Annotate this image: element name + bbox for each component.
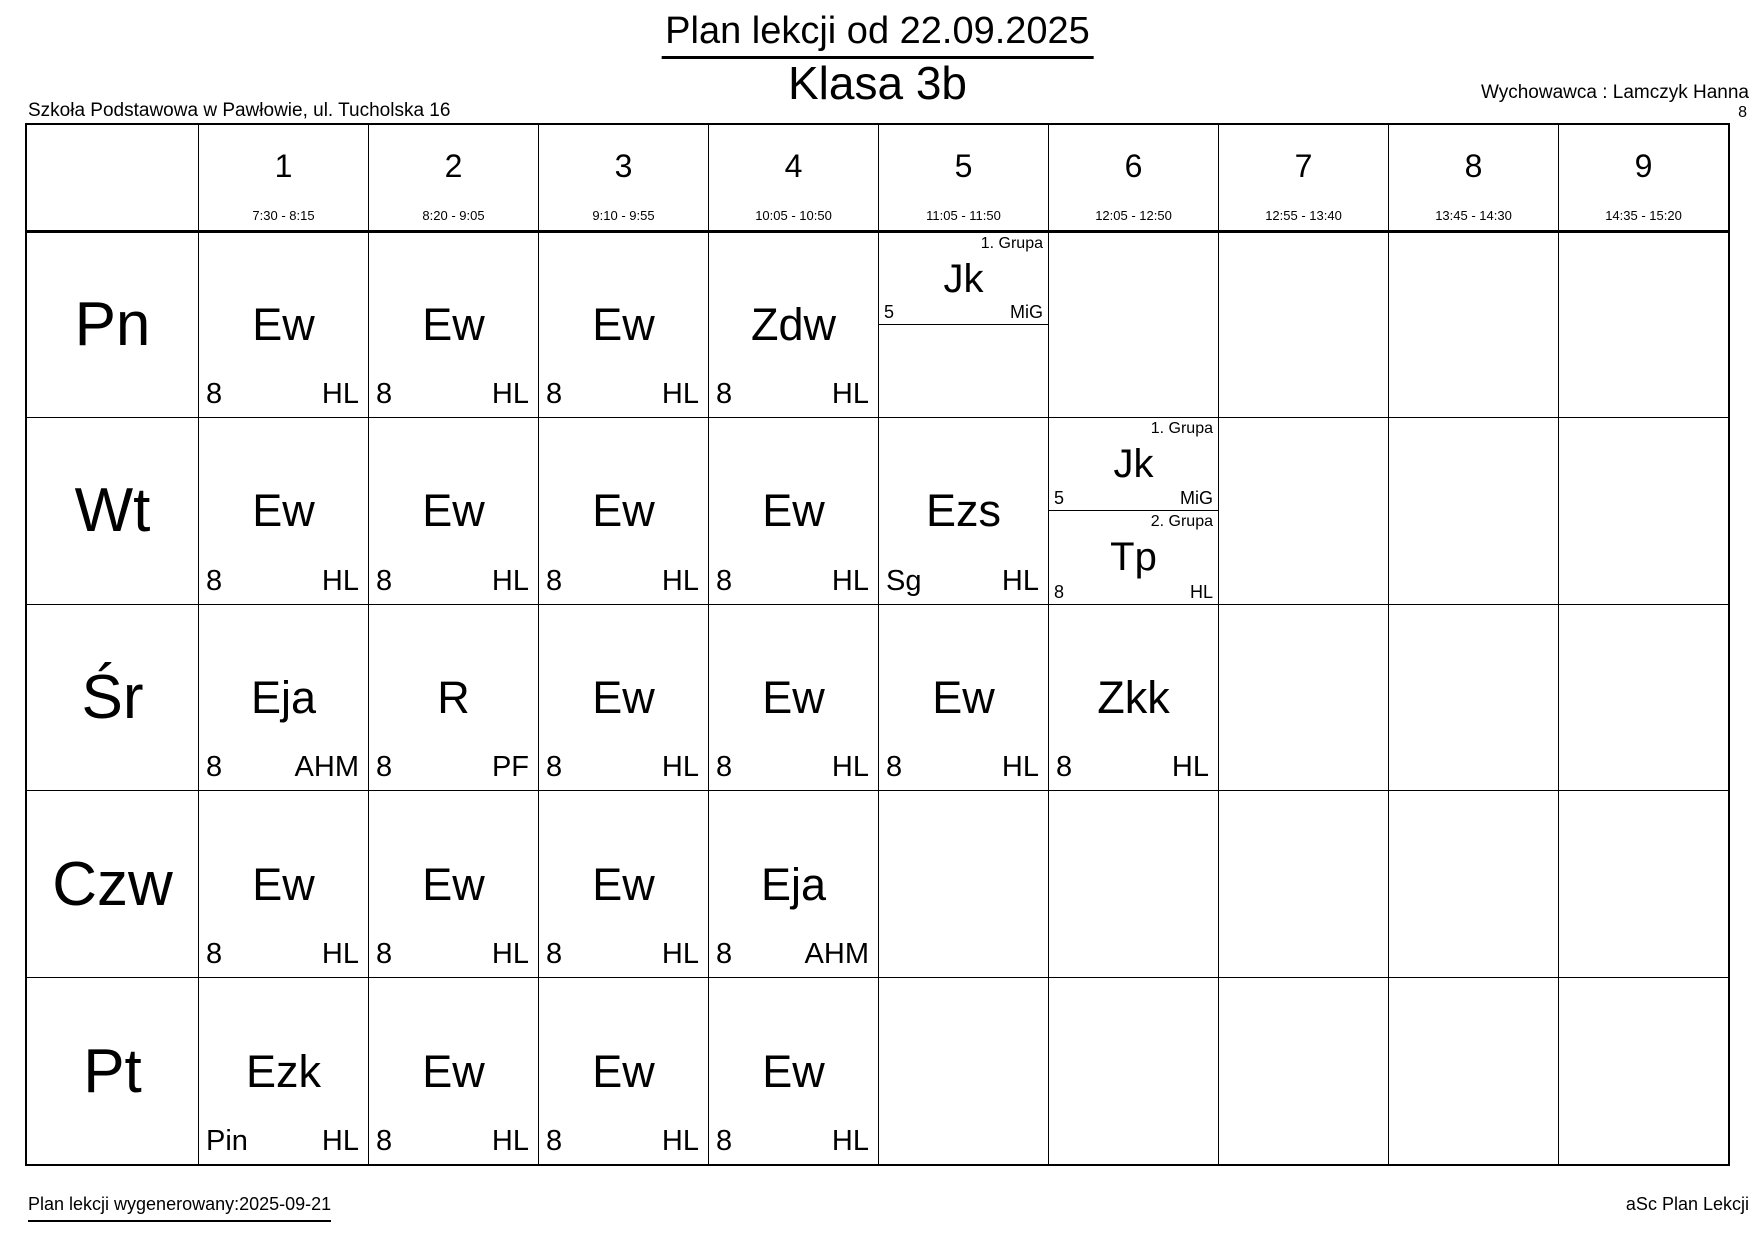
lesson-cell (708, 230, 878, 417)
period-number: 9 (1634, 148, 1653, 184)
lesson-teacher: HL (321, 1125, 359, 1157)
lesson-cell (878, 230, 1048, 417)
lesson-teacher: HL (1171, 751, 1209, 784)
lesson-cell (1558, 417, 1728, 604)
day-label-text: Czw (52, 849, 173, 919)
period-header (538, 125, 708, 230)
school-name: Szkoła Podstawowa w Pawłowie, ul. Tucholska 16 (28, 100, 451, 121)
group-subcell (879, 233, 1048, 325)
lesson-teacher: HL (831, 377, 869, 410)
lesson-subject: R (437, 671, 470, 723)
lesson-room: 8 (546, 1125, 563, 1157)
lesson-teacher: HL (1189, 581, 1213, 602)
lesson-subject: Ew (592, 299, 655, 351)
lesson-room: 8 (206, 938, 223, 971)
lesson-teacher: HL (661, 564, 699, 597)
lesson-cell (368, 790, 538, 977)
lesson-subject: Ew (592, 1045, 655, 1097)
lesson-cell (1218, 604, 1388, 791)
lesson-teacher: HL (1001, 751, 1039, 784)
lesson-cell (1048, 604, 1218, 791)
lesson-room: 8 (206, 377, 223, 410)
lesson-room: 8 (716, 564, 733, 597)
lesson-subject: Ew (252, 299, 315, 351)
period-header (708, 125, 878, 230)
lesson-room: 8 (886, 751, 903, 784)
lesson-subject: Jk (943, 256, 984, 301)
lesson-cell (708, 417, 878, 604)
group-label: 1. Grupa (1150, 419, 1213, 437)
lesson-cell (708, 604, 878, 791)
lesson-room: 5 (1054, 488, 1065, 509)
lesson-subject: Ew (252, 858, 315, 910)
lesson-cell (1558, 977, 1728, 1164)
lesson-subject: Ew (592, 485, 655, 537)
period-time: 11:05 - 11:50 (926, 208, 1001, 223)
day-label-text: Wt (74, 476, 151, 546)
lesson-subject: Ezk (245, 1045, 321, 1097)
period-time: 9:10 - 9:55 (592, 208, 655, 223)
period-number: 5 (954, 148, 973, 184)
corner-cell (27, 125, 198, 230)
day-label-pt (27, 977, 198, 1164)
lesson-teacher: HL (491, 1125, 529, 1157)
lesson-subject: Ew (932, 671, 995, 723)
lesson-teacher: HL (1001, 564, 1039, 597)
lesson-cell (1558, 230, 1728, 417)
day-label-czw (27, 790, 198, 977)
day-label-pn (27, 230, 198, 417)
homeroom-teacher-label: Wychowawca : Lamczyk Hanna (1480, 82, 1749, 103)
lesson-teacher: MiG (1180, 488, 1213, 509)
group-label: 2. Grupa (1150, 513, 1213, 531)
lesson-subject: Ezs (925, 485, 1001, 537)
period-time: 8:20 - 9:05 (422, 208, 485, 223)
lesson-teacher: HL (831, 564, 869, 597)
lesson-teacher: MiG (1010, 302, 1043, 323)
lesson-room: 8 (376, 938, 393, 971)
period-number: 8 (1464, 148, 1483, 184)
period-number: 3 (614, 148, 633, 184)
period-time: 14:35 - 15:20 (1605, 208, 1682, 223)
period-number: 7 (1294, 148, 1313, 184)
period-time: 10:05 - 10:50 (755, 208, 832, 223)
lesson-teacher: PF (491, 751, 529, 784)
lesson-cell (368, 230, 538, 417)
lesson-cell (1388, 977, 1558, 1164)
group-subcell (879, 325, 1048, 416)
lesson-subject: Ew (422, 485, 485, 537)
day-label-text: Śr (81, 662, 144, 732)
lesson-cell (198, 977, 368, 1164)
period-time: 13:45 - 14:30 (1435, 208, 1512, 223)
lesson-cell (368, 604, 538, 791)
lesson-teacher: HL (661, 751, 699, 784)
lesson-subject: Ew (592, 858, 655, 910)
lesson-cell (538, 604, 708, 791)
lesson-subject: Tp (1110, 535, 1157, 580)
lesson-subject: Zdw (750, 299, 836, 351)
lesson-subject: Ew (252, 485, 315, 537)
lesson-cell (708, 790, 878, 977)
period-number: 6 (1124, 148, 1143, 184)
generated-date: Plan lekcji wygenerowany:2025-09-21 (28, 1194, 331, 1222)
period-time: 7:30 - 8:15 (252, 208, 315, 223)
lesson-room: 8 (1056, 751, 1073, 784)
lesson-room: 8 (716, 1125, 733, 1157)
lesson-cell (538, 977, 708, 1164)
lesson-room: 8 (1054, 581, 1065, 602)
class-name: Klasa 3b (787, 57, 968, 109)
lesson-subject: Ew (592, 671, 655, 723)
lesson-cell (198, 790, 368, 977)
day-label-text: Pn (74, 290, 151, 360)
lesson-teacher: AHM (294, 751, 359, 784)
class-room-number: 8 (1738, 104, 1747, 121)
lesson-teacher: HL (321, 377, 359, 410)
day-label-text: Pt (83, 1036, 142, 1106)
period-header (198, 125, 368, 230)
lesson-room: 8 (206, 751, 223, 784)
lesson-cell (1388, 604, 1558, 791)
period-header (1048, 125, 1218, 230)
lesson-room: 8 (376, 751, 393, 784)
lesson-cell (368, 977, 538, 1164)
lesson-cell (198, 230, 368, 417)
lesson-cell (1048, 977, 1218, 1164)
period-time: 12:05 - 12:50 (1095, 208, 1172, 223)
lesson-room: 8 (716, 377, 733, 410)
lesson-teacher: AHM (804, 938, 869, 971)
lesson-subject: Eja (250, 671, 317, 723)
day-label-śr (27, 604, 198, 791)
lesson-teacher: HL (491, 938, 529, 971)
lesson-cell (538, 790, 708, 977)
lesson-room: 8 (546, 938, 563, 971)
lesson-room: 8 (376, 377, 393, 410)
lesson-cell (1048, 417, 1218, 604)
lesson-subject: Ew (422, 299, 485, 351)
lesson-teacher: HL (661, 938, 699, 971)
lesson-cell (1048, 790, 1218, 977)
period-number: 2 (444, 148, 463, 184)
lesson-subject: Eja (760, 858, 827, 910)
lesson-teacher: HL (661, 1125, 699, 1157)
lesson-room: 5 (884, 302, 895, 323)
lesson-subject: Jk (1113, 441, 1154, 486)
lesson-subject: Ew (422, 858, 485, 910)
lesson-subject: Zkk (1097, 671, 1170, 723)
group-subcell (1049, 418, 1218, 511)
lesson-cell (198, 604, 368, 791)
lesson-cell (198, 417, 368, 604)
lesson-cell (708, 977, 878, 1164)
lesson-cell (1218, 977, 1388, 1164)
page-title: Plan lekcji od 22.09.2025 (661, 10, 1094, 59)
lesson-cell (878, 604, 1048, 791)
day-label-wt (27, 417, 198, 604)
lesson-subject: Ew (422, 1045, 485, 1097)
lesson-teacher: HL (661, 377, 699, 410)
lesson-room: Pin (206, 1125, 248, 1157)
lesson-teacher: HL (491, 377, 529, 410)
lesson-cell (878, 417, 1048, 604)
period-number: 4 (784, 148, 803, 184)
lesson-subject: Ew (762, 1045, 825, 1097)
group-subcell (1049, 511, 1218, 603)
period-header (368, 125, 538, 230)
period-header (1218, 125, 1388, 230)
lesson-teacher: HL (831, 1125, 869, 1157)
app-name: aSc Plan Lekcji (1625, 1194, 1749, 1214)
period-number: 1 (274, 148, 293, 184)
lesson-cell (538, 230, 708, 417)
lesson-cell (1218, 790, 1388, 977)
lesson-room: 8 (376, 564, 393, 597)
lesson-room: 8 (376, 1125, 393, 1157)
lesson-teacher: HL (491, 564, 529, 597)
lesson-room: 8 (716, 938, 733, 971)
group-label: 1. Grupa (980, 235, 1043, 252)
lesson-room: 8 (546, 377, 563, 410)
lesson-cell (878, 790, 1048, 977)
lesson-subject: Ew (762, 485, 825, 537)
lesson-cell (1218, 230, 1388, 417)
lesson-cell (368, 417, 538, 604)
lesson-room: 8 (716, 751, 733, 784)
lesson-cell (1558, 604, 1728, 791)
lesson-cell (1218, 417, 1388, 604)
period-time: 12:55 - 13:40 (1265, 208, 1342, 223)
lesson-teacher: HL (321, 564, 359, 597)
lesson-cell (1388, 417, 1558, 604)
lesson-room: Sg (886, 564, 922, 597)
lesson-teacher: HL (321, 938, 359, 971)
lesson-cell (538, 417, 708, 604)
lesson-cell (1558, 790, 1728, 977)
timetable-grid (25, 123, 1730, 1166)
lesson-cell (878, 977, 1048, 1164)
lesson-room: 8 (206, 564, 223, 597)
lesson-cell (1388, 790, 1558, 977)
lesson-room: 8 (546, 564, 563, 597)
lesson-cell (1048, 230, 1218, 417)
period-header (878, 125, 1048, 230)
lesson-teacher: HL (831, 751, 869, 784)
period-header (1558, 125, 1728, 230)
lesson-room: 8 (546, 751, 563, 784)
lesson-cell (1388, 230, 1558, 417)
lesson-subject: Ew (762, 671, 825, 723)
period-header (1388, 125, 1558, 230)
